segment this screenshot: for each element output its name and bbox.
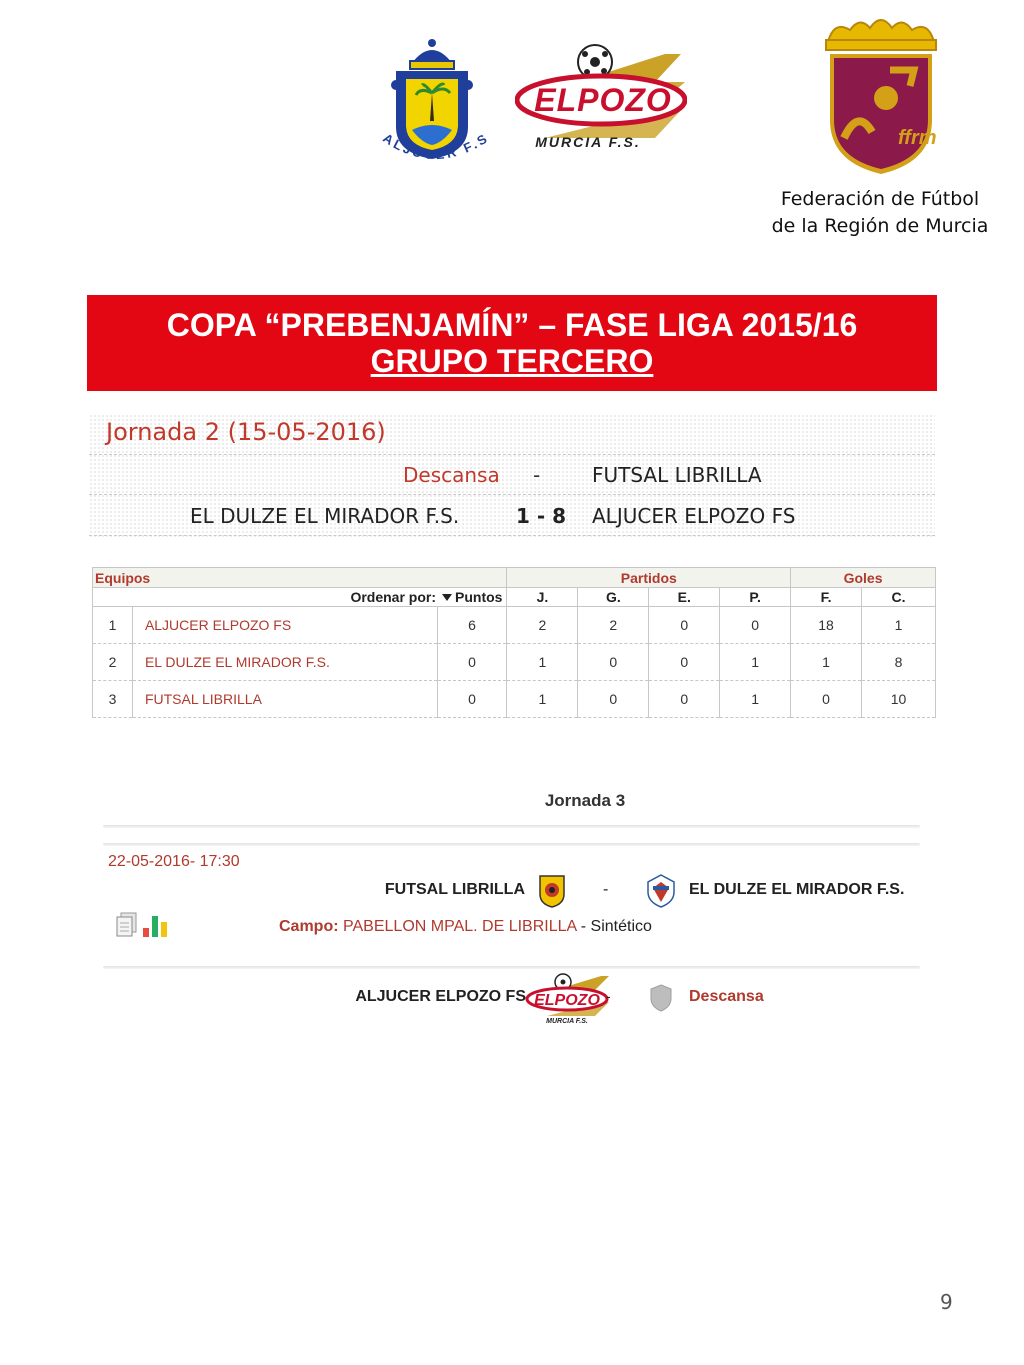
row-goals-for: 18 — [791, 607, 862, 644]
row-team-link[interactable]: EL DULZE EL MIRADOR F.S. — [132, 644, 437, 681]
federation-name-line2: de la Región de Murcia — [771, 215, 989, 237]
rest-team: FUTSAL LIBRILLA — [592, 463, 762, 487]
col-drawn[interactable]: E. — [649, 588, 720, 607]
row-lost: 0 — [720, 607, 791, 644]
col-played[interactable]: J. — [507, 588, 578, 607]
elpozo-logo-subtext: MURCIA F.S. — [535, 134, 641, 150]
row-drawn: 0 — [649, 607, 720, 644]
row-played: 2 — [507, 607, 578, 644]
row-points: 6 — [437, 607, 507, 644]
jornada3-title: Jornada 3 — [544, 791, 626, 810]
statistics-chart-icon[interactable] — [142, 912, 168, 938]
match-home-team: EL DULZE EL MIRADOR F.S. — [190, 504, 460, 528]
col-goals-against[interactable]: C. — [862, 588, 936, 607]
row-drawn: 0 — [649, 681, 720, 718]
svg-text:ALJUCER F.S: ALJUCER F.S — [380, 130, 493, 163]
table-row — [93, 681, 936, 718]
divider — [103, 825, 920, 828]
federation-name-line1: Federación de Fútbol — [780, 188, 980, 210]
divider — [89, 494, 935, 495]
rest-label: Descansa — [403, 463, 500, 487]
row-position: 1 — [93, 607, 133, 644]
venue-separator: - — [576, 918, 591, 935]
row-position: 2 — [93, 644, 133, 681]
venue-surface: Sintético — [590, 918, 652, 935]
col-goals-for[interactable]: F. — [791, 588, 862, 607]
matches-header: Partidos — [507, 568, 791, 588]
banner-title: COPA “PREBENJAMÍN” – FASE LIGA 2015/16 — [166, 307, 858, 343]
venue-label: Campo: — [279, 918, 339, 935]
col-lost[interactable]: P. — [720, 588, 791, 607]
sort-label: Ordenar por: — [350, 589, 437, 605]
row-goals-against: 1 — [862, 607, 936, 644]
jornada2-title: Jornada 2 (15-05-2016) — [106, 418, 386, 446]
svg-text:ffrm: ffrm — [898, 127, 937, 149]
bye-team[interactable]: ALJUCER ELPOZO FS — [355, 988, 526, 1005]
row-points: 0 — [437, 681, 507, 718]
sort-down-icon — [442, 594, 452, 601]
bye-label: Descansa — [689, 988, 764, 1005]
row-team-link[interactable]: FUTSAL LIBRILLA — [132, 681, 437, 718]
row-won: 0 — [578, 644, 649, 681]
goals-header: Goles — [791, 568, 936, 588]
row-points: 0 — [437, 644, 507, 681]
svg-text:MURCIA F.S.: MURCIA F.S. — [546, 1018, 588, 1025]
document-icon[interactable] — [115, 912, 139, 938]
page-number: 9 — [940, 1290, 953, 1314]
row-goals-for: 0 — [791, 681, 862, 718]
federation-name — [770, 186, 990, 240]
col-won[interactable]: G. — [578, 588, 649, 607]
fixture-home-team[interactable]: FUTSAL LIBRILLA — [384, 881, 525, 898]
sort-value: Puntos — [455, 589, 503, 605]
divider — [89, 454, 935, 455]
standings-group-header — [93, 568, 936, 588]
table-row — [93, 644, 936, 681]
match-datetime: 22-05-2016- 17:30 — [108, 853, 240, 870]
row-goals-for: 1 — [791, 644, 862, 681]
row-position: 3 — [93, 681, 133, 718]
bye-dash: - — [606, 988, 611, 1004]
row-played: 1 — [507, 681, 578, 718]
row-won: 0 — [578, 681, 649, 718]
divider — [103, 966, 920, 969]
row-drawn: 0 — [649, 644, 720, 681]
divider — [103, 843, 920, 846]
placeholder-shield-icon — [650, 984, 672, 1012]
elpozo-logo-text: ELPOZO — [534, 82, 672, 118]
sort-control[interactable] — [93, 588, 507, 607]
futsal-librilla-badge-icon — [538, 874, 566, 908]
row-lost: 1 — [720, 644, 791, 681]
standings-column-header — [93, 588, 936, 607]
match-score: 1 - 8 — [516, 504, 567, 528]
table-row — [93, 607, 936, 644]
row-goals-against: 10 — [862, 681, 936, 718]
jornada2-results — [89, 414, 935, 539]
el-dulze-badge-icon — [646, 874, 676, 908]
aljucer-logo-wordmark — [372, 130, 502, 180]
standings-table — [92, 567, 936, 718]
svg-text:ELPOZO: ELPOZO — [534, 992, 600, 1009]
fixture-away-team[interactable]: EL DULZE EL MIRADOR F.S. — [689, 881, 905, 898]
venue-name[interactable]: PABELLON MPAL. DE LIBRILLA — [343, 918, 577, 935]
rest-dash: - — [533, 463, 541, 487]
row-lost: 1 — [720, 681, 791, 718]
row-goals-against: 8 — [862, 644, 936, 681]
match-away-team: ALJUCER ELPOZO FS — [592, 504, 796, 528]
banner-group: GRUPO TERCERO — [370, 343, 654, 379]
elpozo-sponsor-logo — [515, 42, 687, 162]
row-won: 2 — [578, 607, 649, 644]
venue-info — [279, 918, 652, 936]
elpozo-small-logo — [525, 972, 611, 1026]
fixture-dash: - — [603, 881, 609, 898]
divider — [89, 535, 935, 536]
row-played: 1 — [507, 644, 578, 681]
ffrm-federation-logo — [814, 12, 948, 178]
competition-banner — [87, 295, 937, 391]
row-team-link[interactable]: ALJUCER ELPOZO FS — [132, 607, 437, 644]
teams-header: Equipos — [93, 568, 507, 588]
